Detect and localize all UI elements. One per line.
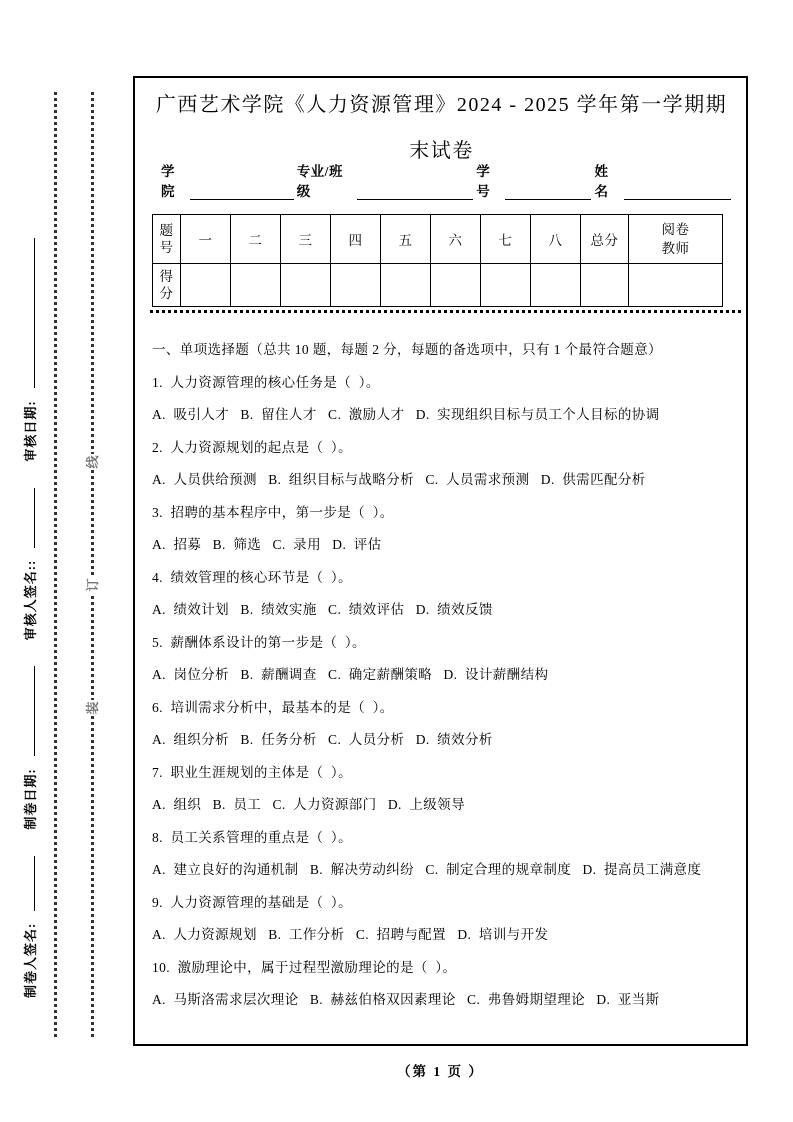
- question-options: A. 组织分析 B. 任务分析 C. 人员分析 D. 绩效分析: [152, 732, 493, 747]
- column-header-cell: 七: [481, 215, 531, 264]
- binding-char-ding: 订: [81, 577, 105, 593]
- section-heading: 一、单项选择题（总共 10 题，每题 2 分，每题的备选项中，只有 1 个最符合题意）: [152, 342, 662, 357]
- column-header-cell: 四: [331, 215, 381, 264]
- questions-section: [152, 339, 731, 1011]
- column-header-cell: 五: [381, 215, 431, 264]
- question-text: 6. 培训需求分析中，最基本的是（ ）。: [152, 699, 394, 715]
- question-text: 7. 职业生涯规划的主体是（ ）。: [152, 764, 352, 780]
- score-row-label: 得分: [159, 269, 174, 301]
- score-input-cell: [431, 264, 481, 307]
- question-text: 8. 员工关系管理的重点是（ ）。: [152, 829, 352, 845]
- grader-input-cell: [629, 264, 723, 307]
- question-text: 9. 人力资源管理的基础是（ ）。: [152, 894, 352, 910]
- question-options: A. 建立良好的沟通机制 B. 解决劳动纠纷 C. 制定合理的规章制度 D. 提高员工满意度: [152, 862, 702, 877]
- question-text: 3. 招聘的基本程序中，第一步是（ ）。: [152, 504, 394, 520]
- maker-signature-label: 制卷人签名:: [23, 922, 38, 998]
- total-score-header-cell: 总分: [581, 215, 629, 264]
- student-id-fill-line: [505, 183, 591, 200]
- binding-dotted-line-inner: [91, 92, 94, 1037]
- review-date-fill-line: [30, 238, 35, 388]
- grader-header-cell: [629, 215, 723, 264]
- maker-signature-fill-line: [30, 856, 35, 911]
- major-class-fill-line: [357, 183, 473, 200]
- section-divider-dotted-line: [150, 310, 741, 313]
- column-header-cell: 八: [531, 215, 581, 264]
- page-footer: （第 1 页 ）: [397, 1064, 484, 1079]
- college-field-label: 学院: [161, 164, 175, 199]
- margin-fields-strip: [16, 140, 46, 1002]
- exam-title: 广西艺术学院《人力资源管理》2024 - 2025 学年第一学期期末试卷: [155, 94, 728, 162]
- total-score-input-cell: [581, 264, 629, 307]
- question-text: 1. 人力资源管理的核心任务是（ ）。: [152, 374, 380, 390]
- column-header-cell: 三: [281, 215, 331, 264]
- name-field-label: 姓名: [594, 164, 609, 199]
- score-input-cell: [381, 264, 431, 307]
- question-text: 2. 人力资源规划的起点是（ ）。: [152, 439, 352, 455]
- name-fill-line: [624, 183, 731, 200]
- question-text: 10. 激励理论中，属于过程型激励理论的是（ ）。: [152, 959, 457, 975]
- maker-date-fill-line: [30, 666, 35, 756]
- question-options: A. 人力资源规划 B. 工作分析 C. 招聘与配置 D. 培训与开发: [152, 927, 549, 942]
- college-fill-line: [190, 183, 294, 200]
- review-date-label: 审核日期:: [23, 400, 38, 462]
- question-number-header-label: 题号: [159, 223, 174, 255]
- score-input-cell: [481, 264, 531, 307]
- question-number-header-cell: [153, 215, 181, 264]
- score-input-cell: [531, 264, 581, 307]
- grader-header-label: 阅卷教师: [661, 222, 690, 256]
- student-id-field-label: 学号: [476, 164, 491, 199]
- column-header-cell: 六: [431, 215, 481, 264]
- question-text: 5. 薪酬体系设计的第一步是（ ）。: [152, 634, 366, 650]
- question-options: A. 人员供给预测 B. 组织目标与战略分析 C. 人员需求预测 D. 供需匹配分析: [152, 472, 646, 487]
- maker-date-label: 制卷日期:: [23, 768, 38, 830]
- question-options: A. 岗位分析 B. 薪酬调查 C. 确定薪酬策略 D. 设计薪酬结构: [152, 667, 549, 682]
- binding-dotted-line-outer: [54, 92, 57, 1037]
- question-options: A. 吸引人才 B. 留住人才 C. 激励人才 D. 实现组织目标与员工个人目标的协调: [152, 407, 660, 422]
- info-bar: [152, 164, 731, 200]
- question-text: 4. 绩效管理的核心环节是（ ）。: [152, 569, 352, 585]
- score-input-cell: [231, 264, 281, 307]
- major-class-field-label: 专业/班级: [296, 164, 343, 199]
- column-header-cell: 一: [181, 215, 231, 264]
- score-input-cell: [281, 264, 331, 307]
- question-options: A. 绩效计划 B. 绩效实施 C. 绩效评估 D. 绩效反馈: [152, 602, 493, 617]
- score-input-cell: [181, 264, 231, 307]
- column-header-cell: 二: [231, 215, 281, 264]
- reviewer-signature-label: 审核人签名::: [23, 559, 38, 641]
- score-table: [152, 214, 723, 307]
- question-options: A. 招募 B. 筛选 C. 录用 D. 评估: [152, 537, 382, 552]
- binding-char-zhuang: 装: [81, 700, 105, 716]
- exam-border-box: [133, 76, 748, 1046]
- binding-char-xian: 线: [81, 454, 105, 470]
- score-input-cell: [331, 264, 381, 307]
- question-options: A. 马斯洛需求层次理论 B. 赫兹伯格双因素理论 C. 弗鲁姆期望理论 D. 亚当斯: [152, 992, 660, 1007]
- question-options: A. 组织 B. 员工 C. 人力资源部门 D. 上级领导: [152, 797, 465, 812]
- reviewer-signature-fill-line: [30, 488, 35, 548]
- score-row-label-cell: [153, 264, 181, 307]
